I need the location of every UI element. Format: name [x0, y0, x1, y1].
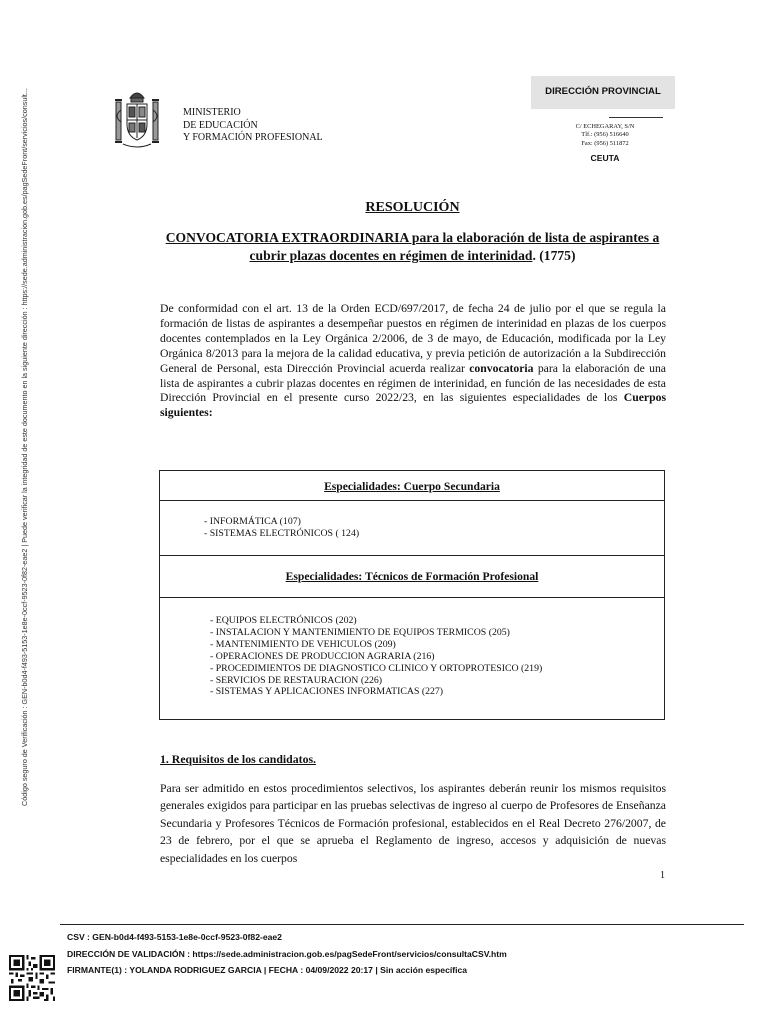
list-item: - OPERACIONES DE PRODUCCION AGRARIA (216) [210, 650, 435, 662]
subtitle-suffix: . (1775) [532, 248, 576, 263]
intro-paragraph [160, 302, 666, 421]
signer-info: FIRMANTE(1) : YOLANDA RODRIGUEZ GARCIA | FECHA : 04/09/2022 20:17 | Sin acción específica [67, 965, 468, 976]
document-title: RESOLUCIÓN [365, 200, 460, 215]
specialties-table [159, 470, 665, 720]
list-item: - PROCEDIMIENTOS DE DIAGNOSTICO CLINICO Y ORTOPROTESICO (219) [210, 662, 543, 674]
header-divider [609, 117, 663, 118]
table-divider [160, 555, 664, 556]
ministry-name [183, 107, 323, 145]
intro-bold-convocatoria: convocatoria [469, 361, 534, 375]
table-divider [160, 597, 664, 598]
subtitle-underlined: CONVOCATORIA EXTRAORDINARIA para la elaboración de lista de aspirantes a cubrir plazas docentes en régimen de interinidad [165, 230, 660, 263]
section-paragraph: Para ser admitido en estos procedimientos selectivos, los aspirantes deberán reunir los mismos requisitos generales exigidos para participar en las pruebas selectivas de ingreso al cuerpo de Profesores de Enseñanza Secundaria y Profesores Técnicos de Formación profesional, establecidos en el Real Decreto 276/2007, de 23 de febrero, por el que se aprueba el Reglamento de ingreso, accesos y adquisición de nuevas especialidades en los cuerpos [160, 782, 666, 865]
list-item: - MANTENIMIENTO DE VEHICULOS (209) [210, 638, 396, 650]
ministry-line: Y FORMACIÓN PROFESIONAL [183, 132, 323, 143]
address-block [550, 123, 660, 148]
specialties-list-fp [210, 615, 542, 698]
document-subtitle [160, 229, 665, 265]
footer-divider [60, 924, 744, 925]
section-heading: 1. Requisitos de los candidatos. [160, 752, 317, 766]
validation-url: DIRECCIÓN DE VALIDACIÓN : https://sede.administracion.gob.es/pagSedeFront/servicios/consultaCSV.htm [67, 948, 507, 959]
city-name: CEUTA [590, 153, 620, 163]
list-item: - SISTEMAS Y APLICACIONES INFORMATICAS (227) [210, 686, 444, 698]
list-item: - INFORMÁTICA (107) [204, 516, 301, 527]
list-item: - INSTALACION Y MANTENIMIENTO DE EQUIPOS TERMICOS (205) [210, 626, 510, 638]
department-name: DIRECCIÓN PROVINCIAL [545, 86, 661, 97]
ministry-line: DE EDUCACIÓN [183, 119, 258, 131]
qr-code-image [9, 955, 55, 1001]
ministry-line: MINISTERIO [183, 107, 241, 118]
verification-side-note: Código seguro de Verificación : GEN-b0d4-f493-5153-1e8e-0ccf-9523-0f82-eae2 | Puede verificar la integridad de este documento en la siguiente dirección : https://sede.administracion.gob.es/pagSedeFront/servicios/consult... [20, 88, 29, 806]
specialties-heading-fp: Especialidades: Técnicos de Formación Profesional [285, 570, 539, 583]
table-divider [160, 500, 664, 501]
address-line: Tlf.: (956) 516640 [581, 131, 629, 139]
list-item: - SERVICIOS DE RESTAURACION (226) [210, 674, 383, 686]
intro-text: De conformidad con el art. 13 de la Orden ECD/697/2017, de fecha 24 de julio por el que se regula la formación de listas de aspirantes a desempeñar puestos en régimen de interinidad en plazas de los cuerpos docentes contemplados en la Ley Orgánica 2/2006, de 3 de mayo, de Educación, modificada por la Ley Orgánica 8/2013 para la mejora de la calidad educativa, y previa petición de autorización a la Subdirección General de Personal, esta Dirección Provincial acuerda realizar [160, 302, 666, 375]
intro-bold-cuerpos: Cuerpos siguientes: [160, 391, 666, 420]
signature-footer [67, 929, 507, 979]
specialties-heading-secundaria: Especialidades: Cuerpo Secundaria [324, 480, 500, 493]
list-item: - EQUIPOS ELECTRÓNICOS (202) [210, 615, 357, 626]
coat-of-arms-logo [113, 86, 161, 152]
intro-text: para la elaboración de una lista de aspirantes a cubrir plazas docentes en régimen de interinidad, en función de las necesidades de esta Dirección Provincial en el presente curso 2022/23, en las siguientes especialidades de los [160, 361, 666, 405]
specialties-list-secundaria [204, 516, 359, 540]
address-line: Fax: (956) 511872 [581, 139, 629, 147]
page-number: 1 [660, 870, 665, 881]
csv-code: CSV : GEN-b0d4-f493-5153-1e8e-0ccf-9523-0f82-eae2 [67, 932, 282, 942]
list-item: - SISTEMAS ELECTRÓNICOS ( 124) [204, 527, 360, 539]
address-line: C/ ECHEGARAY, S/N [575, 123, 635, 130]
